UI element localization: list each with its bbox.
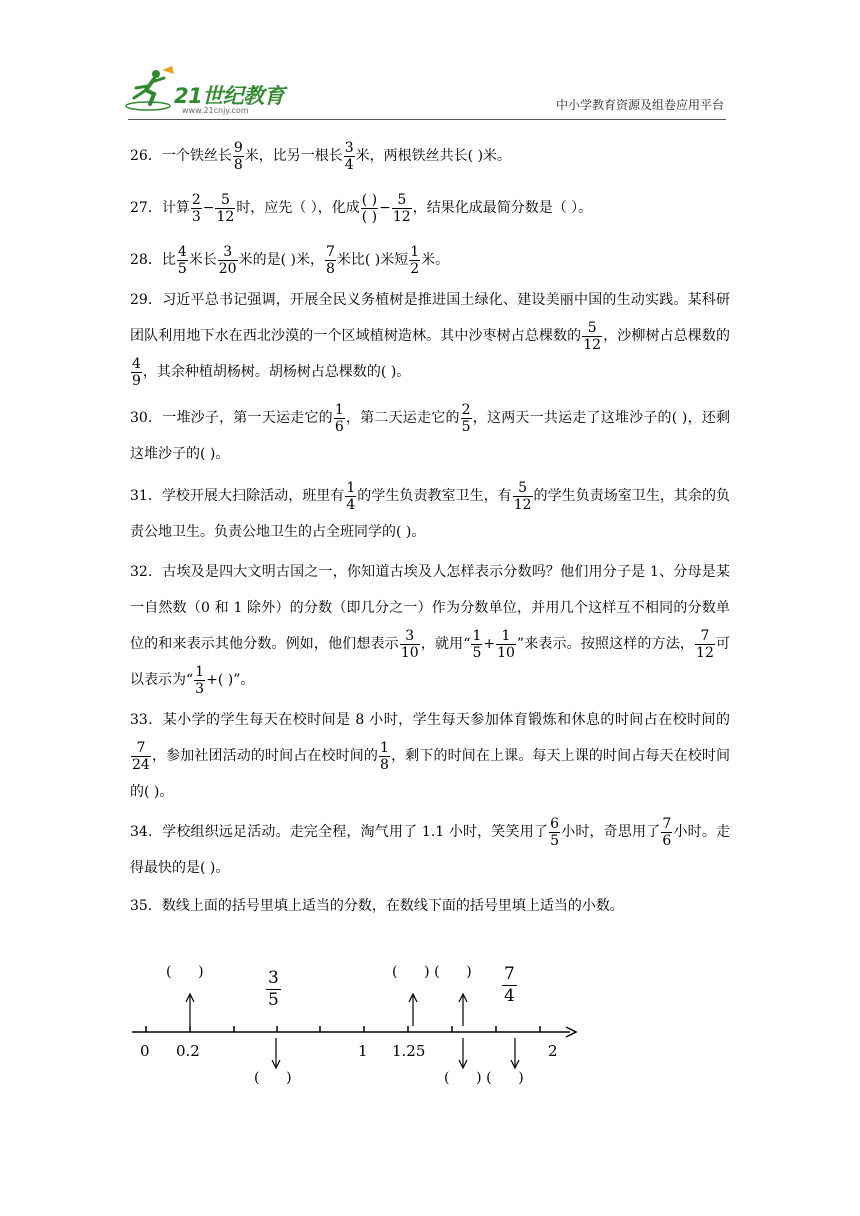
tick-label-1.25: 1.25 bbox=[392, 1042, 426, 1060]
blank-fraction: $\frac{( )}{( )}$ bbox=[361, 191, 378, 225]
question-27: 27．计算 $\frac{2}{3}$ − $\frac{5}{12}$ 时，应先（ ），化成 $\frac{( )}{( )}$ − $\frac{5}{12}$ ，结果化成最简分数是（ ）。 bbox=[130, 191, 593, 225]
question-31: 31．学校开展大扫除活动，班里有 $\frac{1}{4}$ 的学生负责教室卫生，有 $\frac{5}{12}$ 的学生负责场室卫生，其余的负责公地卫生。负责公地卫生的占全班同学的( )。 bbox=[130, 479, 731, 540]
header-divider bbox=[128, 119, 726, 120]
answer-blank-pair-above[interactable]: ( ) ( ) bbox=[392, 964, 472, 980]
fraction: $\frac{1}{4}$ bbox=[346, 479, 356, 513]
fraction: $\frac{9}{8}$ bbox=[233, 139, 243, 173]
tick-label-2: 2 bbox=[548, 1042, 558, 1060]
fraction: $\frac{2}{3}$ bbox=[191, 191, 201, 225]
fraction: $\frac{2}{5}$ bbox=[461, 401, 471, 435]
number-line bbox=[130, 960, 590, 1100]
fraction: $\frac{1}{3}$ bbox=[195, 663, 205, 697]
question-35: 35．数线上面的括号里填上适当的分数，在数线下面的括号里填上适当的小数。 bbox=[130, 898, 624, 914]
question-29: 29．习近平总书记强调，开展全民义务植树是推进国土绿化、建设美丽中国的生动实践。某科研团队利用地下水在西北沙漠的一个区域植树造林。其中沙枣树占总棵数的 $\frac{5}{12}$ ，沙柳树占总棵数的 $\frac{4}{9}$ ，其余种植胡杨树。胡杨树占总棵数的( )。 bbox=[130, 292, 731, 389]
question-33: 33．某小学的学生每天在校时间是 8 小时，学生每天参加体育锻炼和休息的时间占在校时间的 $\frac{7}{24}$ ，参加社团活动的时间占在校时间的 $\frac{1}{8}$ ，剩下的时间在上课。每天上课的时间占每天在校时间的( )。 bbox=[130, 712, 731, 800]
fraction: $\frac{5}{12}$ bbox=[513, 479, 532, 513]
fraction: $\frac{6}{5}$ bbox=[550, 815, 559, 849]
answer-blank-pair-below[interactable]: ( ) ( ) bbox=[444, 1070, 524, 1086]
fraction: $\frac{3}{20}$ bbox=[218, 243, 237, 277]
question-list bbox=[130, 138, 730, 924]
tick-label-0: 0 bbox=[140, 1042, 150, 1060]
question-28: 28．比 $\frac{4}{5}$ 米长 $\frac{3}{20}$ 米的是( )米， $\frac{7}{8}$ 米比( )米短 $\frac{1}{2}$ 米。 bbox=[130, 243, 450, 277]
fraction: $\frac{1}{5}$ bbox=[472, 627, 482, 661]
logo-url: www.21cnjy.com bbox=[182, 106, 249, 115]
tick-label-0.2: 0.2 bbox=[176, 1042, 200, 1060]
platform-name: 中小学教育资源及组卷应用平台 bbox=[555, 98, 724, 112]
answer-blank-below-3-5[interactable]: ( ) bbox=[254, 1070, 292, 1086]
fraction: $\frac{3}{4}$ bbox=[344, 139, 354, 173]
fraction: $\frac{5}{12}$ bbox=[392, 191, 411, 225]
question-26: 26．一个铁丝长 $\frac{9}{8}$ 米，比另一根长 $\frac{3}{4}$ 米，两根铁丝共长( )米。 bbox=[130, 139, 512, 173]
question-32: 32．古埃及是四大文明古国之一，你知道古埃及人怎样表示分数吗？他们用分子是 1、分母是某一自然数（0 和 1 除外）的分数（即几分之一）作为分数单位，并用几个这样互不相同的分数单位的和来表示其他分数。例如，他们想表示 $\frac{3}{10}$ ，就用“ $\frac{1}{5}$ + $\frac{1}{10}$ ”来表示。按照这样的方法， $\frac{7}{12}$ 可以表示为“ $\frac{1}{3}$ +( )”。 bbox=[130, 564, 731, 697]
fraction: $\frac{1}{8}$ bbox=[380, 739, 389, 773]
fraction: $\frac{7}{6}$ bbox=[662, 815, 672, 849]
answer-blank-above-0.2[interactable]: ( ) bbox=[166, 964, 204, 980]
runner-logo-icon bbox=[124, 66, 180, 114]
fraction: $\frac{1}{2}$ bbox=[410, 243, 420, 277]
fraction: $\frac{4}{5}$ bbox=[177, 243, 187, 277]
fraction: $\frac{3}{10}$ bbox=[400, 627, 419, 661]
question-34: 34．学校组织远足活动。走完全程，淘气用了 1.1 小时，笑笑用了 $\frac{6}{5}$ 小时，奇思用了 $\frac{7}{6}$ 小时。走得最快的是( )。 bbox=[130, 815, 731, 876]
fraction: $\frac{5}{12}$ bbox=[216, 191, 235, 225]
fraction: $\frac{5}{12}$ bbox=[583, 319, 602, 353]
fraction: $\frac{4}{9}$ bbox=[132, 355, 141, 389]
tick-label-1: 1 bbox=[358, 1042, 368, 1060]
fraction: $\frac{7}{24}$ bbox=[132, 739, 150, 773]
fraction-3-5: $\frac{3}{5}$ bbox=[268, 968, 279, 1010]
fraction: $\frac{7}{12}$ bbox=[696, 627, 714, 661]
page-header bbox=[0, 0, 860, 130]
logo-text: 21世纪教育 bbox=[174, 84, 285, 108]
question-30: 30．一堆沙子，第一天运走它的 $\frac{1}{6}$ ，第二天运走它的 $\frac{2}{5}$ ，这两天一共运走了这堆沙子的( )，还剩这堆沙子的( )。 bbox=[130, 401, 731, 462]
fraction-7-4: $\frac{7}{4}$ bbox=[504, 964, 515, 1006]
logo bbox=[124, 66, 294, 116]
fraction: $\frac{1}{6}$ bbox=[334, 401, 344, 435]
fraction: $\frac{1}{10}$ bbox=[497, 627, 515, 661]
fraction: $\frac{7}{8}$ bbox=[325, 243, 335, 277]
